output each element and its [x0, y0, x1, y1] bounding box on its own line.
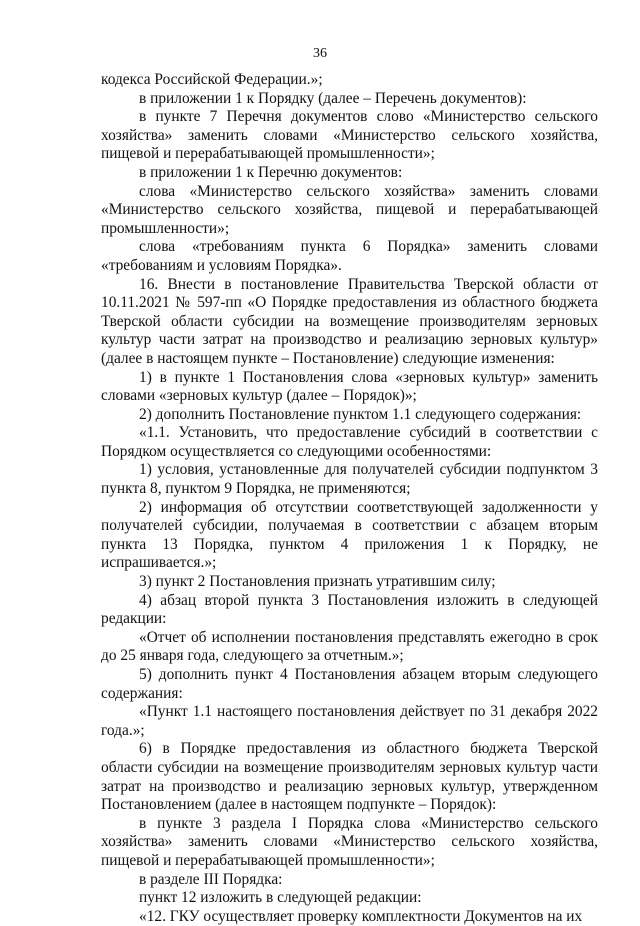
paragraph: 3) пункт 2 Постановления признать утратившим силу;: [139, 573, 496, 591]
paragraph: в разделе III Порядка:: [139, 870, 283, 888]
paragraph: «Пункт 1.1 настоящего постановления действует по 31 декабря 2022 года.»;: [101, 703, 598, 739]
paragraph: «12. ГКУ осуществляет проверку комплектности Документов на их: [139, 907, 583, 925]
paragraph: «1.1. Установить, что предоставление субсидий в соответствии с Порядком осуществляется со следующими особенностями:: [101, 424, 598, 460]
paragraph: 5) дополнить пункт 4 Постановления абзацем вторым следующего содержания:: [101, 666, 598, 702]
paragraph: в приложении 1 к Перечню документов:: [139, 163, 403, 181]
paragraph: в приложении 1 к Порядку (далее – Перечень документов):: [139, 89, 527, 107]
page-number: 36: [313, 46, 327, 61]
paragraph: в пункте 7 Перечня документов слово «Министерство сельского хозяйства» заменить словами «Министерство сельского хозяйства, пищевой и перерабатывающей промышленности»;: [101, 108, 598, 163]
paragraph: «Отчет об исполнении постановления представлять ежегодно в срок до 25 января года, следующего за отчетным.»;: [101, 628, 598, 665]
paragraph: 1) условия, установленные для получателей субсидии подпунктом 3 пункта 8, пунктом 9 Порядка, не применяются;: [101, 461, 598, 498]
paragraph: пункт 12 изложить в следующей редакции:: [139, 889, 422, 907]
paragraph: 1) в пункте 1 Постановления слова «зерновых культур» заменить словами «зерновых культур (далее – Порядок)»;: [101, 368, 598, 405]
paragraph: 2) дополнить Постановление пунктом 1.1 следующего содержания:: [139, 405, 582, 423]
paragraph: слова «требованиям пункта 6 Порядка» заменить словами «требованиям и условиям Порядка».: [101, 238, 598, 274]
paragraph: слова «Министерство сельского хозяйства» заменить словами «Министерство сельского хозяйства, пищевой и перерабатывающей промышленности»;: [101, 182, 598, 237]
paragraph: 6) в Порядке предоставления из областного бюджета Тверской области субсидии на возмещение производителям зерновых культур части затрат на производство и реализацию зерновых культур, утвержденном Постановлением (далее в настоящем подпункте – Порядок):: [101, 740, 598, 814]
document-body: [101, 71, 598, 926]
paragraph: 2) информация об отсутствии соответствующей задолженности у получателей субсидии, получаемая в соответствии с абзацем вторым пункта 13 Порядка, пунктом 4 приложения 1 к Порядку, не испрашивается.»;: [101, 498, 598, 572]
paragraph: 16. Внести в постановление Правительства Тверской области от 10.11.2021 № 597-пп «О Порядке предоставления из областного бюджета Тверской области субсидии на возмещение производителям зерновых культур части затрат на производство и реализацию зерновых культур» (далее в настоящем пункте – Постановление) следующие изменения:: [101, 275, 598, 367]
paragraph: в пункте 3 раздела I Порядка слова «Министерство сельского хозяйства» заменить словами «Министерство сельского хозяйства, пищевой и перерабатывающей промышленности»;: [101, 814, 598, 869]
paragraph: кодекса Российской Федерации.»;: [101, 71, 323, 88]
paragraph: 4) абзац второй пункта 3 Постановления изложить в следующей редакции:: [101, 591, 598, 628]
